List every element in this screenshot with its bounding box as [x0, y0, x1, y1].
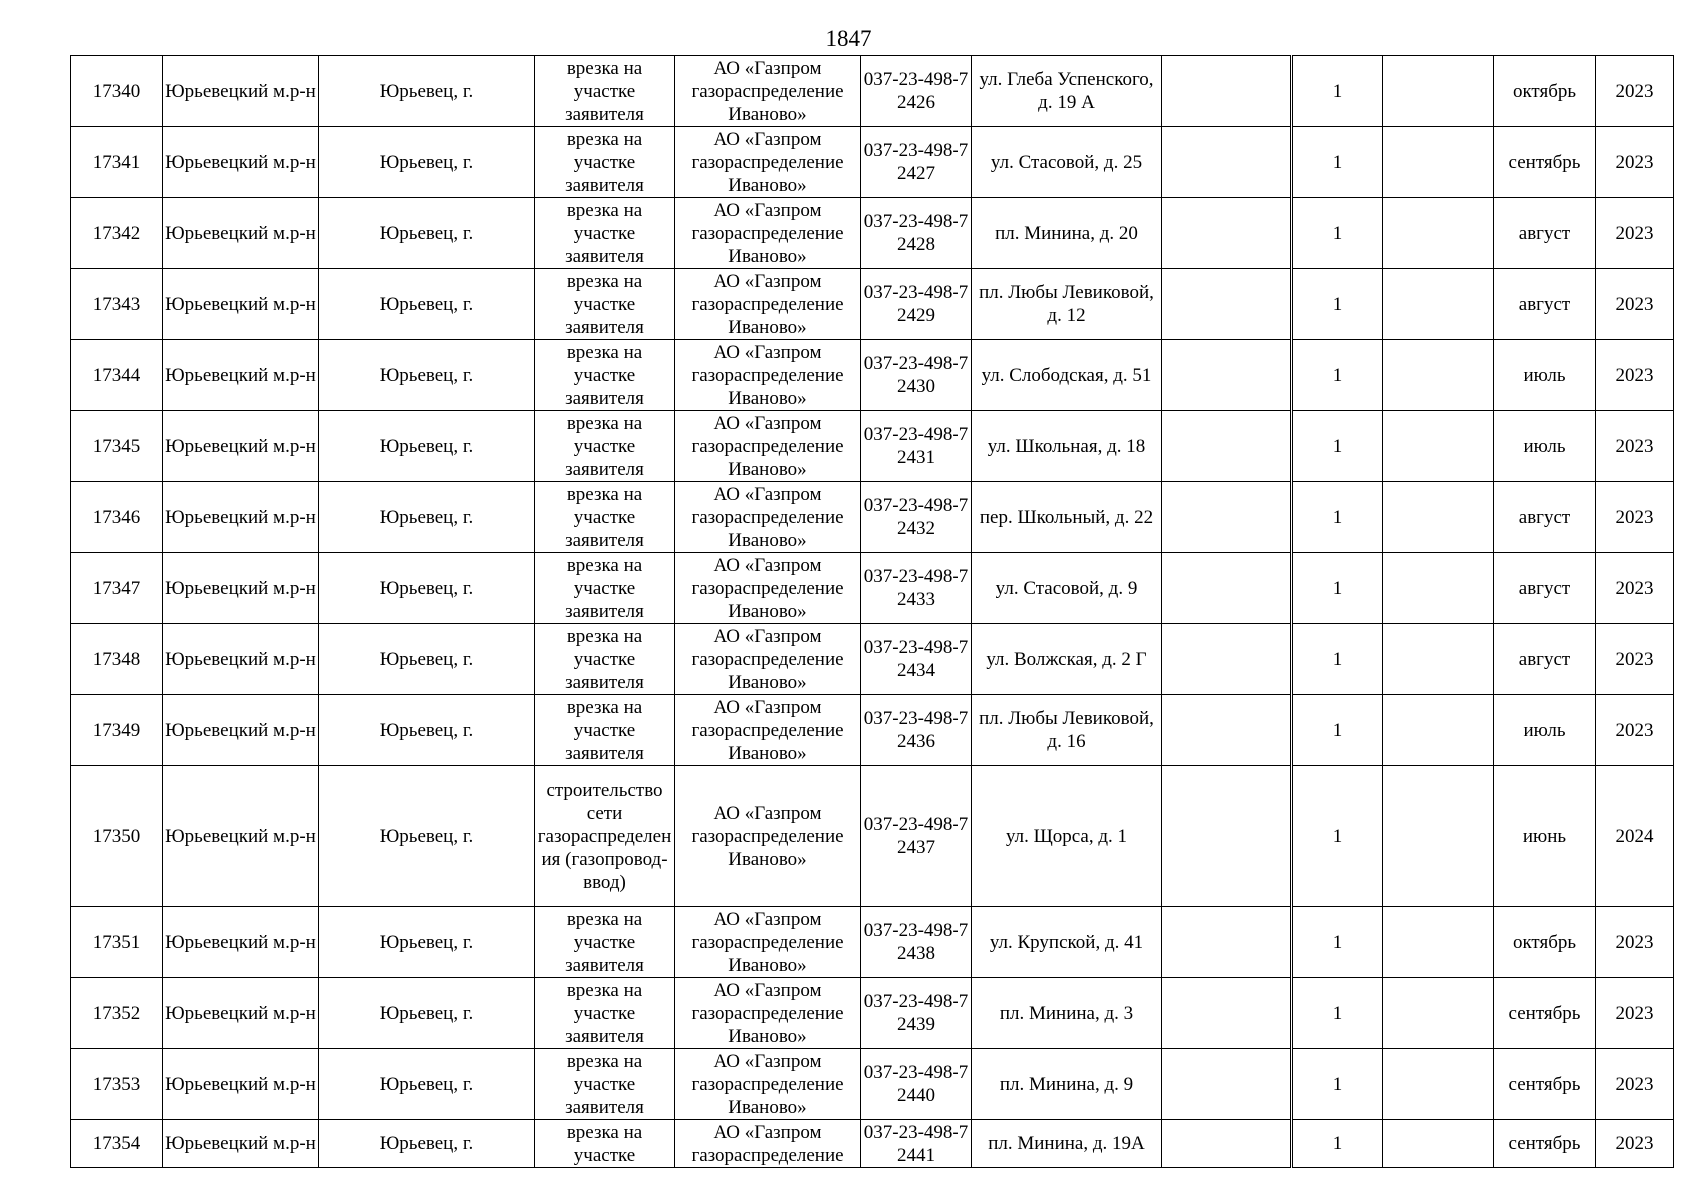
cell-city: Юрьевец, г. — [319, 1049, 535, 1120]
cell-month: август — [1494, 198, 1596, 269]
cell-organization: АО «Газпром газораспределение Иваново» — [675, 340, 861, 411]
cell-empty — [1162, 340, 1291, 411]
cell-quantity: 1 — [1293, 1120, 1383, 1168]
cell-work-type: врезка на участке заявителя — [535, 56, 675, 127]
cell-empty — [1162, 1049, 1291, 1120]
cell-address: пл. Минина, д. 20 — [972, 198, 1162, 269]
cell-work-type: врезка на участке заявителя — [535, 695, 675, 766]
cell-work-type: строительство сети газораспределения (газопровод-ввод) — [535, 766, 675, 907]
cell-district: Юрьевецкий м.р-н — [163, 1120, 319, 1168]
cell-city: Юрьевец, г. — [319, 553, 535, 624]
cell-address: пл. Любы Левиковой, д. 12 — [972, 269, 1162, 340]
cell-month: сентябрь — [1494, 127, 1596, 198]
cell-empty — [1383, 1120, 1494, 1168]
cell-month: октябрь — [1494, 56, 1596, 127]
cell-code: 037-23-498-72429 — [861, 269, 972, 340]
table-row — [71, 411, 1674, 482]
cell-quantity: 1 — [1293, 411, 1383, 482]
cell-id: 17351 — [71, 907, 163, 978]
cell-organization: АО «Газпром газораспределение Иваново» — [675, 624, 861, 695]
cell-empty — [1383, 56, 1494, 127]
cell-organization: АО «Газпром газораспределение Иваново» — [675, 1049, 861, 1120]
page-number: 1847 — [825, 26, 872, 51]
table-row — [71, 482, 1674, 553]
cell-quantity: 1 — [1293, 56, 1383, 127]
cell-code: 037-23-498-72441 — [861, 1120, 972, 1168]
cell-city: Юрьевец, г. — [319, 127, 535, 198]
cell-month: август — [1494, 553, 1596, 624]
cell-district: Юрьевецкий м.р-н — [163, 56, 319, 127]
cell-code: 037-23-498-72434 — [861, 624, 972, 695]
table-row — [71, 56, 1674, 127]
table-row — [71, 1049, 1674, 1120]
cell-code: 037-23-498-72430 — [861, 340, 972, 411]
cell-address: пл. Минина, д. 19А — [972, 1120, 1162, 1168]
cell-empty — [1383, 624, 1494, 695]
cell-city: Юрьевец, г. — [319, 411, 535, 482]
cell-address: ул. Волжская, д. 2 Г — [972, 624, 1162, 695]
cell-city: Юрьевец, г. — [319, 482, 535, 553]
cell-work-type: врезка на участке заявителя — [535, 1049, 675, 1120]
cell-year: 2024 — [1596, 766, 1674, 907]
cell-month: август — [1494, 624, 1596, 695]
cell-code: 037-23-498-72438 — [861, 907, 972, 978]
cell-address: пл. Минина, д. 9 — [972, 1049, 1162, 1120]
cell-empty — [1162, 127, 1291, 198]
cell-district: Юрьевецкий м.р-н — [163, 127, 319, 198]
cell-district: Юрьевецкий м.р-н — [163, 269, 319, 340]
cell-district: Юрьевецкий м.р-н — [163, 695, 319, 766]
table-body — [71, 56, 1674, 1168]
cell-id: 17348 — [71, 624, 163, 695]
cell-code: 037-23-498-72427 — [861, 127, 972, 198]
cell-empty — [1383, 907, 1494, 978]
cell-city: Юрьевец, г. — [319, 198, 535, 269]
cell-year: 2023 — [1596, 695, 1674, 766]
cell-month: июль — [1494, 340, 1596, 411]
cell-city: Юрьевец, г. — [319, 907, 535, 978]
cell-year: 2023 — [1596, 907, 1674, 978]
cell-city: Юрьевец, г. — [319, 624, 535, 695]
table-row — [71, 907, 1674, 978]
cell-year: 2023 — [1596, 1120, 1674, 1168]
cell-address: ул. Глеба Успенского, д. 19 А — [972, 56, 1162, 127]
cell-month: июль — [1494, 411, 1596, 482]
gasification-table — [70, 55, 1674, 1168]
cell-id: 17354 — [71, 1120, 163, 1168]
table-row — [71, 127, 1674, 198]
cell-code: 037-23-498-72428 — [861, 198, 972, 269]
cell-empty — [1383, 269, 1494, 340]
cell-organization: АО «Газпром газораспределение Иваново» — [675, 695, 861, 766]
cell-address: пер. Школьный, д. 22 — [972, 482, 1162, 553]
cell-address: ул. Крупской, д. 41 — [972, 907, 1162, 978]
cell-id: 17342 — [71, 198, 163, 269]
cell-empty — [1383, 127, 1494, 198]
cell-city: Юрьевец, г. — [319, 56, 535, 127]
cell-code: 037-23-498-72440 — [861, 1049, 972, 1120]
cell-empty — [1383, 766, 1494, 907]
cell-year: 2023 — [1596, 127, 1674, 198]
cell-city: Юрьевец, г. — [319, 269, 535, 340]
cell-empty — [1162, 411, 1291, 482]
cell-address: пл. Любы Левиковой, д. 16 — [972, 695, 1162, 766]
cell-district: Юрьевецкий м.р-н — [163, 340, 319, 411]
cell-district: Юрьевецкий м.р-н — [163, 766, 319, 907]
cell-year: 2023 — [1596, 56, 1674, 127]
cell-month: сентябрь — [1494, 1049, 1596, 1120]
table-row — [71, 695, 1674, 766]
cell-year: 2023 — [1596, 624, 1674, 695]
table-row — [71, 766, 1674, 907]
cell-address: пл. Минина, д. 3 — [972, 978, 1162, 1049]
table-row — [71, 198, 1674, 269]
cell-organization: АО «Газпром газораспределение Иваново» — [675, 482, 861, 553]
cell-city: Юрьевец, г. — [319, 766, 535, 907]
cell-id: 17340 — [71, 56, 163, 127]
cell-empty — [1383, 553, 1494, 624]
cell-district: Юрьевецкий м.р-н — [163, 907, 319, 978]
cell-month: август — [1494, 482, 1596, 553]
cell-empty — [1162, 695, 1291, 766]
cell-code: 037-23-498-72432 — [861, 482, 972, 553]
cell-empty — [1383, 482, 1494, 553]
cell-organization: АО «Газпром газораспределение — [675, 1120, 861, 1168]
cell-work-type: врезка на участке заявителя — [535, 411, 675, 482]
cell-year: 2023 — [1596, 269, 1674, 340]
cell-empty — [1162, 1120, 1291, 1168]
cell-id: 17343 — [71, 269, 163, 340]
cell-empty — [1162, 766, 1291, 907]
cell-year: 2023 — [1596, 553, 1674, 624]
table-row — [71, 978, 1674, 1049]
cell-empty — [1162, 56, 1291, 127]
cell-id: 17350 — [71, 766, 163, 907]
cell-month: август — [1494, 269, 1596, 340]
cell-organization: АО «Газпром газораспределение Иваново» — [675, 198, 861, 269]
cell-year: 2023 — [1596, 482, 1674, 553]
cell-empty — [1162, 553, 1291, 624]
cell-id: 17347 — [71, 553, 163, 624]
cell-district: Юрьевецкий м.р-н — [163, 482, 319, 553]
cell-id: 17344 — [71, 340, 163, 411]
cell-district: Юрьевецкий м.р-н — [163, 978, 319, 1049]
cell-empty — [1383, 340, 1494, 411]
cell-work-type: врезка на участке заявителя — [535, 482, 675, 553]
cell-empty — [1383, 198, 1494, 269]
cell-district: Юрьевецкий м.р-н — [163, 198, 319, 269]
cell-quantity: 1 — [1293, 766, 1383, 907]
cell-quantity: 1 — [1293, 1049, 1383, 1120]
cell-quantity: 1 — [1293, 127, 1383, 198]
cell-district: Юрьевецкий м.р-н — [163, 411, 319, 482]
cell-empty — [1383, 411, 1494, 482]
cell-organization: АО «Газпром газораспределение Иваново» — [675, 553, 861, 624]
cell-id: 17352 — [71, 978, 163, 1049]
cell-id: 17349 — [71, 695, 163, 766]
cell-quantity: 1 — [1293, 340, 1383, 411]
cell-year: 2023 — [1596, 340, 1674, 411]
cell-year: 2023 — [1596, 1049, 1674, 1120]
cell-quantity: 1 — [1293, 198, 1383, 269]
cell-empty — [1162, 907, 1291, 978]
cell-work-type: врезка на участке заявителя — [535, 978, 675, 1049]
cell-work-type: врезка на участке заявителя — [535, 553, 675, 624]
cell-code: 037-23-498-72439 — [861, 978, 972, 1049]
table-row — [71, 340, 1674, 411]
table-row — [71, 624, 1674, 695]
cell-address: ул. Школьная, д. 18 — [972, 411, 1162, 482]
cell-organization: АО «Газпром газораспределение Иваново» — [675, 907, 861, 978]
cell-month: октябрь — [1494, 907, 1596, 978]
cell-address: ул. Стасовой, д. 25 — [972, 127, 1162, 198]
cell-organization: АО «Газпром газораспределение Иваново» — [675, 56, 861, 127]
cell-empty — [1162, 978, 1291, 1049]
cell-empty — [1383, 978, 1494, 1049]
cell-code: 037-23-498-72436 — [861, 695, 972, 766]
cell-id: 17345 — [71, 411, 163, 482]
cell-empty — [1162, 269, 1291, 340]
cell-code: 037-23-498-72437 — [861, 766, 972, 907]
cell-empty — [1162, 482, 1291, 553]
cell-work-type: врезка на участке заявителя — [535, 624, 675, 695]
cell-organization: АО «Газпром газораспределение Иваново» — [675, 269, 861, 340]
cell-month: сентябрь — [1494, 978, 1596, 1049]
cell-month: июль — [1494, 695, 1596, 766]
cell-city: Юрьевец, г. — [319, 340, 535, 411]
cell-work-type: врезка на участке заявителя — [535, 127, 675, 198]
cell-address: ул. Щорса, д. 1 — [972, 766, 1162, 907]
cell-empty — [1383, 1049, 1494, 1120]
cell-work-type: врезка на участке — [535, 1120, 675, 1168]
cell-code: 037-23-498-72433 — [861, 553, 972, 624]
cell-quantity: 1 — [1293, 269, 1383, 340]
cell-address: ул. Слободская, д. 51 — [972, 340, 1162, 411]
cell-quantity: 1 — [1293, 553, 1383, 624]
table-row — [71, 553, 1674, 624]
cell-id: 17346 — [71, 482, 163, 553]
cell-district: Юрьевецкий м.р-н — [163, 553, 319, 624]
cell-district: Юрьевецкий м.р-н — [163, 1049, 319, 1120]
cell-quantity: 1 — [1293, 482, 1383, 553]
cell-month: сентябрь — [1494, 1120, 1596, 1168]
cell-year: 2023 — [1596, 978, 1674, 1049]
cell-city: Юрьевец, г. — [319, 978, 535, 1049]
table-row — [71, 269, 1674, 340]
cell-quantity: 1 — [1293, 624, 1383, 695]
cell-code: 037-23-498-72431 — [861, 411, 972, 482]
cell-district: Юрьевецкий м.р-н — [163, 624, 319, 695]
cell-code: 037-23-498-72426 — [861, 56, 972, 127]
cell-organization: АО «Газпром газораспределение Иваново» — [675, 978, 861, 1049]
cell-work-type: врезка на участке заявителя — [535, 269, 675, 340]
cell-quantity: 1 — [1293, 978, 1383, 1049]
cell-organization: АО «Газпром газораспределение Иваново» — [675, 127, 861, 198]
cell-quantity: 1 — [1293, 907, 1383, 978]
cell-id: 17341 — [71, 127, 163, 198]
cell-year: 2023 — [1596, 411, 1674, 482]
cell-empty — [1383, 695, 1494, 766]
cell-address: ул. Стасовой, д. 9 — [972, 553, 1162, 624]
cell-month: июнь — [1494, 766, 1596, 907]
cell-empty — [1162, 198, 1291, 269]
cell-organization: АО «Газпром газораспределение Иваново» — [675, 766, 861, 907]
cell-id: 17353 — [71, 1049, 163, 1120]
cell-empty — [1162, 624, 1291, 695]
cell-city: Юрьевец, г. — [319, 1120, 535, 1168]
cell-organization: АО «Газпром газораспределение Иваново» — [675, 411, 861, 482]
cell-year: 2023 — [1596, 198, 1674, 269]
cell-city: Юрьевец, г. — [319, 695, 535, 766]
cell-work-type: врезка на участке заявителя — [535, 907, 675, 978]
cell-work-type: врезка на участке заявителя — [535, 340, 675, 411]
table-row — [71, 1120, 1674, 1168]
cell-quantity: 1 — [1293, 695, 1383, 766]
cell-work-type: врезка на участке заявителя — [535, 198, 675, 269]
